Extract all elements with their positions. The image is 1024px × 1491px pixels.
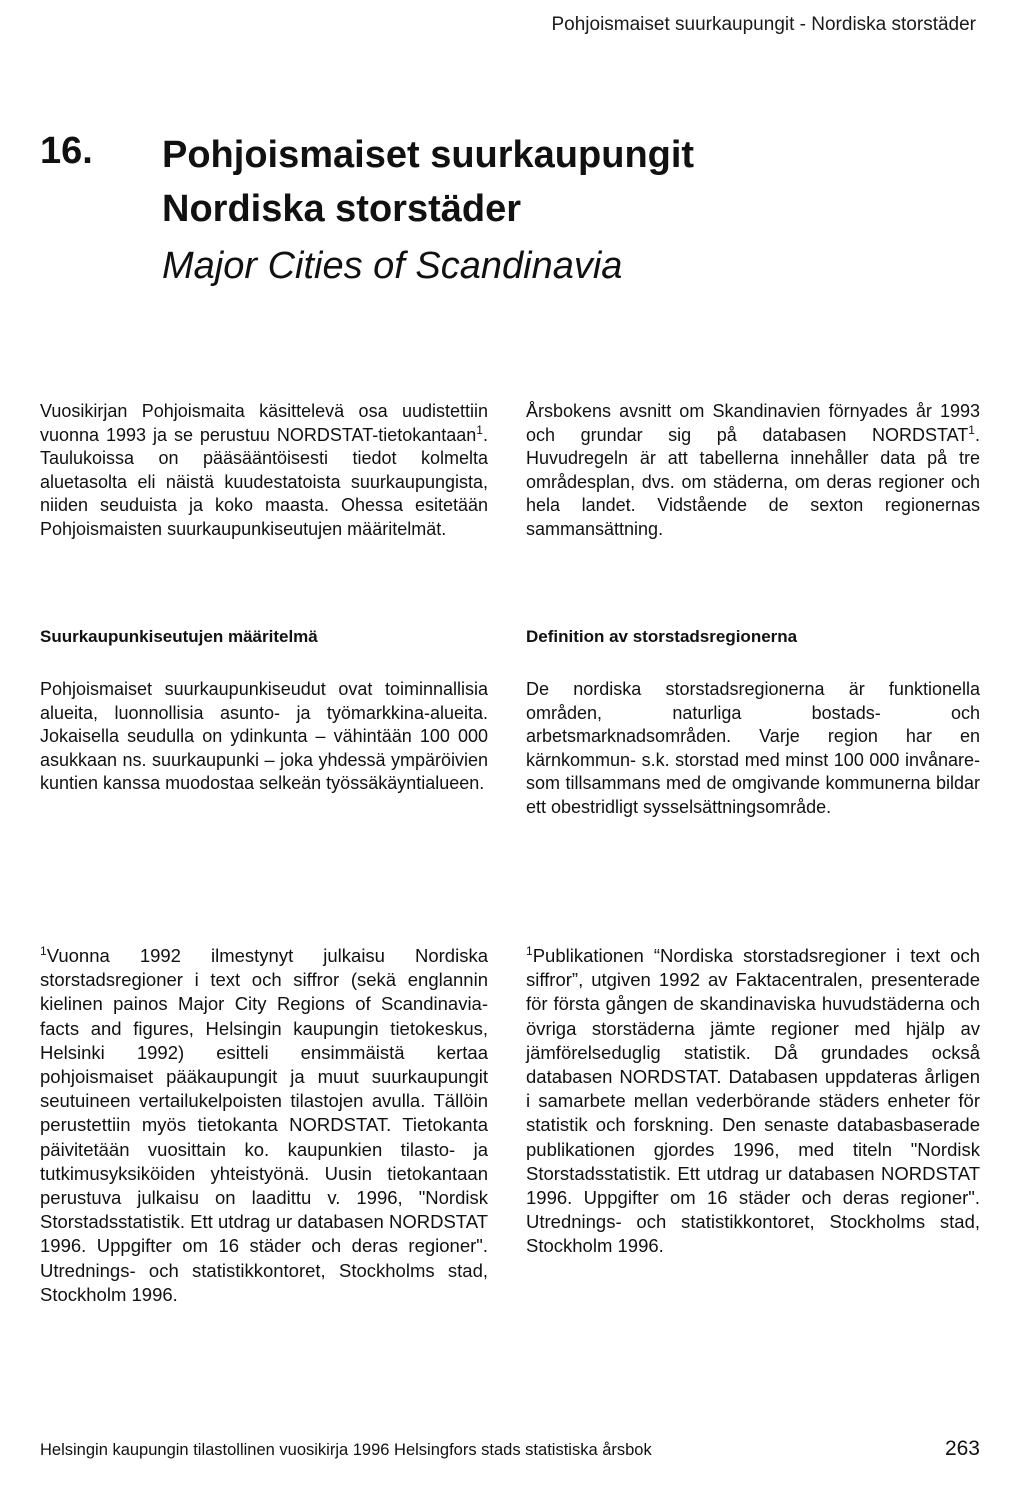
chapter-titles	[162, 128, 694, 296]
definition-finnish-text: Pohjoismaiset suurkaupunkiseudut ovat toiminnallisia alueita, luonnollisia asunto- ja työmarkkina-alueita. Jokaisella seudulla on ydinkunta – vähintään 100 000 asukkaan ns. suurkaupunki – joka yhdessä ympäröivien kuntien kanssa muodostaa selkeän työssäkäyntialueen.	[40, 679, 488, 794]
chapter-title-swedish: Nordiska storstäder	[162, 188, 522, 230]
footnote-finnish-body: Vuonna 1992 ilmestynyt julkaisu Nordiska storstadsregioner i text och siffror (sekä englannin kielinen painos Major City Regions of Scandinavia-facts and figures, Helsingin kaupungin tietokeskus, Helsinki 1992) esitteli ensimmäistä kertaa pohjoismaiset pääkaupungit ja muut suurkaupungit seutuineen vertailukelpoisten tilastojen avulla. Tällöin perustettiin myös tietokanta NORDSTAT. Tietokanta päivitetään vuosittain ko. kaupunkien tilasto- ja tutkimusyksiköiden yhteistyönä. Uusin tietokantaan perustuva julkaisu on laadittu v. 1996, "Nordisk Storstadsstatistik. Ett utdrag ur databasen NORDSTAT 1996. Uppgifter om 16 städer och deras regioner". Utrednings- och statistikkontoret, Stockholms stad, Stockholm 1996.	[40, 945, 488, 1305]
footnote-marker: 1	[40, 943, 47, 958]
footnote-marker: 1	[526, 943, 533, 958]
page-footer	[40, 1437, 980, 1461]
footnote-marker: 1	[968, 422, 975, 437]
intro-swedish-paragraph	[526, 400, 980, 542]
intro-swedish-text-start: Årsbokens avsnitt om Skandinavien förnyades år 1993 och grundar sig på databasen NORDSTAT	[526, 401, 980, 445]
chapter-number: 16.	[40, 130, 93, 172]
footnote-finnish	[40, 944, 488, 1307]
footnote-swedish-text	[526, 944, 980, 1259]
intro-finnish-paragraph	[40, 400, 488, 542]
running-header: Pohjoismaiset suurkaupungit - Nordiska storstäder	[551, 14, 976, 35]
intro-finnish	[40, 400, 488, 542]
page-number: 263	[944, 1437, 980, 1460]
definition-finnish-heading: Suurkaupunkiseutujen määritelmä	[40, 627, 318, 646]
intro-swedish-text-end: . Huvudregeln är att tabellerna innehåller data på tre områdesplan, dvs. om städerna, om deras regioner och hela landet. Vidstående de sexton regionernas sammansättning.	[526, 424, 980, 539]
chapter-title-finnish: Pohjoismaiset suurkaupungit	[162, 134, 695, 176]
definition-finnish	[40, 626, 488, 796]
definition-swedish-text: De nordiska storstadsregionerna är funktionella områden, naturliga bostads- och arbetsmarknadsområden. Varje region har en kärnkommun- s.k. storstad med minst 100 000 invånare-som tillsammans med de omgivande kommunerna bildar ett obestridligt sysselsättningsområde.	[526, 679, 980, 817]
intro-finnish-text-end: . Taulukoissa on pääsääntöisesti tiedot kolmelta aluetasolta eli näistä kuudestatoista suurkaupungista, niiden seuduista ja koko maasta. Ohessa esitetään Pohjoismaisten suurkaupunkiseutujen määritelmät.	[40, 424, 488, 539]
footnote-finnish-text	[40, 944, 488, 1307]
footer-publication-title: Helsingin kaupungin tilastollinen vuosikirja 1996 Helsingfors stads statistiska årsbok	[40, 1441, 652, 1459]
definition-swedish-heading: Definition av storstadsregionerna	[526, 627, 798, 646]
intro-finnish-text-start: Vuosikirjan Pohjoismaita käsittelevä osa uudistettiin vuonna 1993 ja se perustuu NORDSTAT-tietokantaan	[40, 401, 488, 445]
footnote-swedish-body: Publikationen “Nordiska storstadsregioner i text och siffror”, utgiven 1992 av Faktacentralen, presenterade för första gången de skandinaviska huvudstäderna och övriga storstäderna jämte regioner med hjälp av jämförelseduglig statistik. Då grundades också databasen NORDSTAT. Databasen uppdateras årligen i samarbete mellan vederbörande städers enheter för statistik och forskning. Den senaste databasbaserade publikationen gjordes 1996, med titeln "Nordisk Storstadsstatistik. Ett utdrag ur databasen NORDSTAT 1996. Uppgifter om 16 städer och deras regioner". Utrednings- och statistikkontoret, Stockholms stad, Stockholm 1996.	[526, 945, 980, 1257]
footnote-swedish	[526, 944, 980, 1259]
definition-swedish	[526, 626, 980, 820]
footnote-marker: 1	[476, 422, 483, 437]
chapter-title-english: Major Cities of Scandinavia	[162, 245, 623, 287]
intro-swedish	[526, 400, 980, 542]
